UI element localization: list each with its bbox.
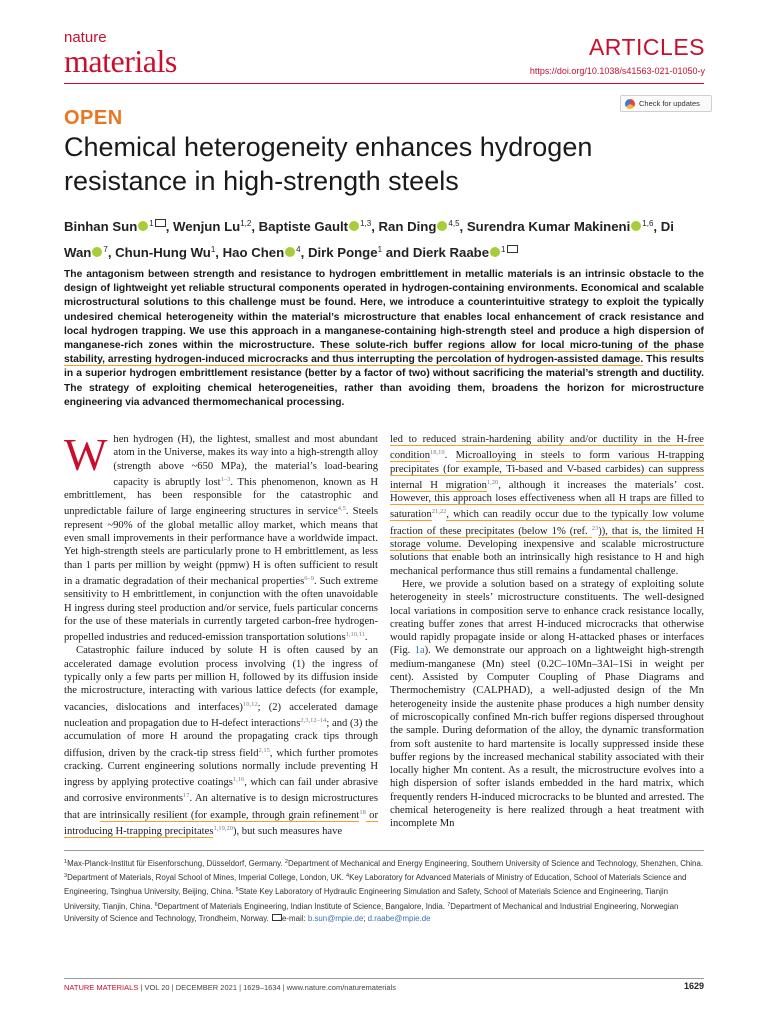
orcid-icon[interactable] [437, 221, 447, 231]
highlighted-text: However, this approach loses effectiveness when all H traps are filled to saturation [390, 493, 704, 521]
citation[interactable]: 23 [591, 524, 599, 532]
citation[interactable]: 17 [183, 792, 190, 800]
text: . Such extreme sensitivity to H embrittlement, in conjunction with the often unavoidable H ingress during steel production and/or service, fuels particular concerns for the use of these materials in currently targeted carbon-free hydrogen-propelled industries and reduced-emission transportation solutions [64, 575, 379, 644]
highlighted-text: )), that is, the limited H storage volume. [390, 525, 704, 551]
footer-citation [64, 983, 396, 992]
citation[interactable]: 1,10,11 [345, 631, 365, 639]
citation[interactable]: 1–3 [220, 475, 231, 483]
author-name: Di Wan [64, 219, 674, 260]
text: ), but such measures have [232, 826, 343, 838]
author-name: Ran Ding [378, 219, 437, 234]
affil-text: Key Laboratory for Advanced Materials of Ministry of Education, School of Materials Science and Engineering, Tsinghua University, Beijing, China. [64, 873, 687, 897]
author-affiliation: 1 [501, 245, 506, 254]
author-name: Dirk Ponge [307, 245, 378, 260]
journal-logo-nature: nature [64, 29, 107, 46]
text: Developing inexpensive and scalable microstructure solutions that enable both an intrinsically high resistance to H and high mechanical performance thus still remains a fundamental challenge. [390, 539, 704, 577]
affil-text: State Key Laboratory of Hydraulic Engineering Simulation and Safety, School of Materials Science and Engineering, Tianjin University, Tianjin, China. [64, 887, 668, 911]
text: , which further promotes cracking. Current engineering solutions normally include preventing H ingress by applying protective coatings [64, 747, 379, 789]
author[interactable] [223, 245, 301, 260]
citation[interactable]: 2,15 [258, 746, 270, 754]
author-name: Chun-Hung Wu [115, 245, 211, 260]
text: Here, we provide a solution based on a strategy of exploiting solute heterogeneity in steels’ microstructure constituents. The well-designed local variations in composition serve to enhance crack resistance locally, creating buffer zones that arrest H-induced microcracks that otherwise would rapidly propagate inside or along H-attacked phases or interfaces (Fig. [390, 578, 704, 657]
affil-num: 7 [447, 901, 451, 908]
author-name: Baptiste Gault [258, 219, 349, 234]
author-name: Dierk Raabe [412, 245, 490, 260]
body-paragraph [390, 433, 704, 578]
author-affiliation: 1 [377, 245, 383, 254]
email-icon[interactable] [507, 245, 518, 253]
author[interactable] [413, 245, 518, 260]
check-updates-label: Check for updates [639, 99, 700, 108]
text: , which can fail under abrasive and corrosive environments [64, 777, 378, 805]
abstract [64, 268, 704, 410]
citation[interactable]: 4,5 [337, 505, 346, 513]
drop-cap: W [64, 429, 108, 480]
author-name: Wenjun Lu [173, 219, 241, 234]
affil-num: 1 [64, 859, 68, 865]
header-rule [64, 83, 704, 84]
text: . [364, 632, 368, 644]
intro-paragraph [64, 429, 379, 644]
text: , although it increases the materials’ cost. [498, 479, 704, 491]
author-affiliation: 1,3 [360, 219, 372, 228]
body-paragraph [64, 644, 378, 838]
affil-text: Department of Materials Engineering, Indian Institute of Science, Bangalore, India. [157, 901, 448, 911]
author-affiliation: 4 [296, 245, 301, 254]
orcid-icon[interactable] [285, 247, 295, 257]
citation[interactable]: 21,22 [431, 508, 447, 516]
abstract-text-end: This results in a superior hydrogen embrittlement resistance (better by a factor of two) without sacrificing the material’s strength and ductility. The strategy of exploiting chemical heterogeneities, rather than avoiding them, broadens the horizon for microstructure engineering via advanced thermomechanical processing. [64, 354, 705, 408]
author-affiliation: 1 [149, 219, 154, 228]
author-affiliation: 1,2 [240, 219, 252, 228]
orcid-icon[interactable] [490, 247, 500, 257]
text: hen hydrogen (H), the lightest, smallest and most abundant atom in the Universe, makes its way into a high-strength alloy (strength above ~650 MPa), the material’s load-bearing capacity is abruptly lost [113, 434, 378, 488]
author[interactable] [64, 219, 166, 234]
author[interactable] [115, 245, 215, 260]
section-label: ARTICLES [588, 34, 705, 60]
orcid-icon[interactable] [138, 221, 148, 231]
article-title: Chemical heterogeneity enhances hydrogen resistance in high-strength steels [64, 132, 593, 196]
author[interactable] [379, 219, 460, 234]
author-name: Binhan Sun [64, 219, 138, 234]
citation[interactable]: 2,3,12–14 [300, 716, 327, 724]
text: Catastrophic failure induced by solute H is often caused by an accelerated damage evolution process involving (1) the ingress of typically only a few parts per million H, followed by its diffusion inside the microstructure, interacting with various lattice defects (for example, vacancies, dislocations and interfaces) [64, 645, 378, 713]
affil-num: 3 [64, 873, 68, 880]
author[interactable] [259, 219, 372, 234]
citation[interactable]: 1,20 [486, 478, 499, 486]
author-name: Surendra Kumar Makineni [466, 219, 631, 234]
email-icon[interactable] [155, 219, 166, 227]
abstract-text: The antagonism between strength and resistance to hydrogen embrittlement in metallic materials is an intrinsic obstacle to the design of lightweight yet reliable structural components operated in hydrogen-containing environments. Economical and scalable microstructural solutions to this challenge must be found. Here, we introduce a counterintuitive strategy to exploit the typically undesired chemical heterogeneity within the material’s microstructure that enables local enhancement of crack resistance and local hydrogen trapping. We use this approach in a manganese-containing high-strength steel and produce a high dispersion of manganese-rich zones within the microstructure. [64, 269, 704, 352]
author-name: Hao Chen [222, 245, 285, 260]
footnote-rule [64, 850, 704, 851]
affil-num: 5 [235, 887, 239, 894]
email-link[interactable]: b.sun@mpie.de [307, 913, 364, 923]
orcid-icon[interactable] [92, 247, 102, 257]
author-affiliation: 7 [103, 245, 108, 254]
affil-text: Department of Materials, Royal School of Mines, Imperial College, London, UK. [67, 873, 346, 883]
author[interactable] [467, 219, 654, 234]
check-updates-icon [625, 99, 635, 109]
author[interactable] [308, 245, 382, 260]
affil-text: Max-Planck-Institut für Eisenforschung, Düsseldorf, Germany. [67, 859, 285, 868]
text: . Steels represent ~90% of the global metallic alloy market, which means that even small improvements in their performance have a worldwide impact. Yet high-strength steels are particularly prone to H embrittlement, as less than 1 parts per million by weight (ppmw) H is often sufficient to result in a dramatic degradation of their mechanical properties [64, 506, 378, 587]
highlighted-text: led to reduced strain-hardening ability and/or ductility in the H-free condition [390, 434, 704, 462]
body-column-right [390, 433, 704, 831]
author-affiliation: 4,5 [448, 219, 460, 228]
email-label: e-mail: [282, 913, 308, 923]
text: . [444, 450, 456, 462]
page-number: 1629 [683, 981, 704, 991]
orcid-icon[interactable] [349, 221, 359, 231]
abstract-highlight: These solute-rich buffer regions allow for local micro-tuning of the phase stability, arresting hydrogen-induced microcracks and thus interrupting the percolation of hydrogen-assisted damage. [64, 340, 704, 366]
open-access-label: OPEN [64, 107, 123, 129]
author[interactable] [173, 219, 251, 234]
journal-logo-materials: materials [64, 43, 177, 79]
author-affiliation: 1 [210, 245, 216, 254]
text: ; (2) accelerated damage nucleation and propagation due to H-defect interactions [64, 701, 378, 729]
citation[interactable]: 1,19,20 [213, 825, 233, 833]
citation[interactable]: 6–9 [304, 574, 314, 582]
footer-details[interactable]: | VOL 20 | DECEMBER 2021 | 1629–1634 | www.nature.com/naturematerials [138, 983, 396, 992]
text: ). We demonstrate our approach on a lightweight high-strength medium-manganese (Mn) steel (0.2C–10Mn–3Al–1Si in weight per cent). Assisted by Computer Coupling of Phase Diagrams and Thermochemistry (CALPHAD), a well-adjusted design of the Mn heterogeneity inside the austenite phase produces a high number density of microscopically confined Mn-rich buffer regions dispersed throughout the sample. During deformation of the alloy, the dynamic transformation from soft austenite to hard martensite is locally suppressed inside these buffer regions by the increased mechanical stability associated with their locally higher Mn content. As a result, the microstructure evolves into a high dispersion of softer islands embedded in the hard matrix, which frequently renders H-induced microcracks to be blunted and arrested. The chemical heterogeneity is here realized through a heat treatment with incomplete Mn [390, 645, 704, 830]
body-paragraph [390, 578, 704, 831]
email-link[interactable]: d.raabe@mpie.de [367, 913, 431, 923]
doi-link[interactable]: https://doi.org/10.1038/s41563-021-01050-y [529, 66, 705, 76]
citation[interactable]: 10,12 [242, 700, 258, 708]
highlighted-text: Microalloying in steels to form various H-trapping precipitates (for example, Ti-based and V-based carbides) can suppress internal H migration [390, 450, 704, 491]
affil-text: Department of Mechanical and Energy Engineering, Southern University of Science and Technology, Shenzhen, China. [287, 859, 704, 868]
affil-num: 4 [346, 873, 350, 880]
body-column-left [64, 429, 379, 838]
email-icon [272, 914, 282, 921]
text: . This phenomenon, known as H embrittlement, has been responsible for the catastrophic and unpredictable failure of large engineering structures in service [64, 476, 378, 518]
highlighted-text: , which can readily occur due to the typically low volume fraction of these precipitates (below 1% (ref. [390, 509, 704, 537]
footer-journal: NATURE MATERIALS [64, 983, 139, 992]
affil-text: Department of Mechanical and Industrial Engineering, Norwegian University of Science and Technology, Trondheim, Norway. [64, 901, 679, 923]
email-separator: ; [363, 913, 368, 923]
author-list: Binhan Sun $^1$ , Wenjun Lu$^{1,2}$, Baptiste Gault $^{1,3}$, Ran Ding $^{4,5}$, Surendra Kumar Makineni $^{1,6}$, Di Wan $^7$, Chun-Hung Wu$^1$, Hao Chen $^4$, Dirk Ponge$^1$ and Dierk Raabe $^1$ [64, 219, 674, 260]
affil-num: 2 [284, 859, 288, 865]
highlighted-text: or introducing H-trapping precipitates [64, 809, 378, 838]
text: ; and (3) the accumulation of more H around the propagating crack tips through diffusion, driven by the crack-tip stress field [64, 717, 379, 759]
citation[interactable]: 18 [359, 808, 366, 816]
figure-link[interactable]: 1a [414, 645, 425, 657]
footer-rule [64, 978, 704, 979]
citation[interactable]: 1,16 [232, 776, 245, 784]
check-updates-button[interactable] [620, 95, 712, 112]
affil-num: 6 [154, 901, 158, 908]
author-affiliation: 1,6 [642, 219, 654, 228]
citation[interactable]: 18,19 [430, 449, 445, 457]
highlighted-text: intrinsically resilient (for example, through grain refinement [99, 809, 360, 821]
affiliations [64, 856, 704, 925]
text: . An alternative is to design microstructures that are [64, 793, 378, 821]
orcid-icon[interactable] [631, 221, 641, 231]
